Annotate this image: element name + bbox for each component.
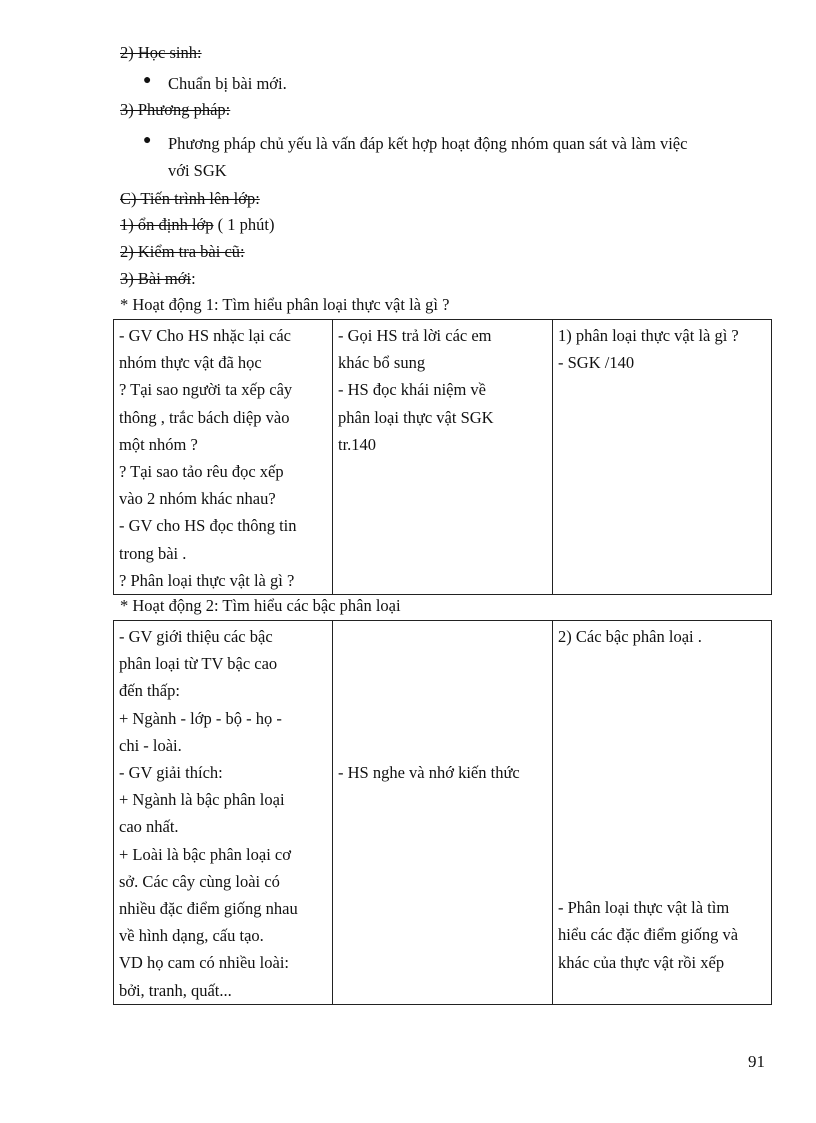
activity2-col2-text: - HS nghe và nhớ kiến thức bbox=[338, 763, 520, 782]
heading-kiem-tra: 2) Kiểm tra bài cũ: bbox=[120, 242, 245, 261]
bai-moi-line bbox=[120, 266, 196, 292]
activity1-col1-text: - GV Cho HS nhặc lại các nhóm thực vật đã học ? Tại sao người ta xếp cây thông , trắc bách diệp vào một nhóm ? ? Tại sao tảo rêu đọc xếp vào 2 nhóm khác nhau? - GV cho HS đọc thông tin trong bài . ? Phân loại thực vật là gì ? bbox=[119, 326, 297, 590]
activity1-content-cell bbox=[553, 320, 772, 595]
chuan-bi-text: Chuẩn bị bài mới. bbox=[168, 74, 287, 93]
activity1-col3-text: 1) phân loại thực vật là gì ? - SGK /140 bbox=[558, 326, 739, 373]
heading-hoc-sinh: 2) Học sinh: bbox=[120, 43, 202, 62]
heading-tien-trinh: C) Tiến trình lên lớp: bbox=[120, 189, 260, 208]
activity1-teacher-cell bbox=[114, 320, 333, 595]
on-dinh-label: 1) ổn định lớp bbox=[120, 215, 214, 234]
activity2-col3-top: 2) Các bậc phân loại . bbox=[558, 627, 702, 646]
page-number: 91 bbox=[748, 1052, 765, 1071]
activity2-table bbox=[113, 620, 772, 1005]
activity2-title: * Hoạt động 2: Tìm hiểu các bậc phân loại bbox=[120, 596, 401, 615]
bai-moi-colon: : bbox=[191, 269, 196, 288]
activity1-table bbox=[113, 319, 772, 595]
bullet-icon: ● bbox=[143, 133, 152, 148]
activity2-col3-bottom: - Phân loại thực vật là tìm hiểu các đặc điểm giống và khác của thực vật rồi xếp bbox=[558, 898, 739, 972]
on-dinh-time: ( 1 phút) bbox=[213, 215, 275, 234]
activity2-student-cell bbox=[333, 621, 553, 1005]
activity2-teacher-cell bbox=[114, 621, 333, 1005]
phuong-phap-text-1: Phương pháp chủ yếu là vấn đáp kết hợp hoạt động nhóm quan sát và làm việc bbox=[168, 134, 688, 153]
bullet-icon: ● bbox=[143, 73, 152, 88]
activity1-student-cell bbox=[333, 320, 553, 595]
bai-moi-label: 3) Bài mới bbox=[120, 269, 192, 288]
heading-phuong-phap: 3) Phương pháp: bbox=[120, 100, 231, 119]
activity2-col1-text: - GV giới thiệu các bậc phân loại từ TV bậc cao đến thấp: + Ngành - lớp - bộ - họ - chi - loài. - GV giải thích: + Ngành là bậc phân loại cao nhất. + Loài là bậc phân loại cơ sở. Các cây cùng loài có nhiều đặc điểm giống nhau về hình dạng, cấu tạo. VD họ cam có nhiều loài: bởi, tranh, quất... bbox=[119, 627, 298, 1000]
activity1-col2-text: - Gọi HS trả lời các em khác bổ sung - HS đọc khái niệm về phân loại thực vật SGK tr.140 bbox=[338, 326, 494, 454]
phuong-phap-text-2: với SGK bbox=[168, 161, 227, 180]
activity2-content-cell bbox=[553, 621, 772, 1005]
on-dinh-line bbox=[120, 212, 274, 238]
activity1-title: * Hoạt động 1: Tìm hiểu phân loại thực vật là gì ? bbox=[120, 295, 450, 314]
